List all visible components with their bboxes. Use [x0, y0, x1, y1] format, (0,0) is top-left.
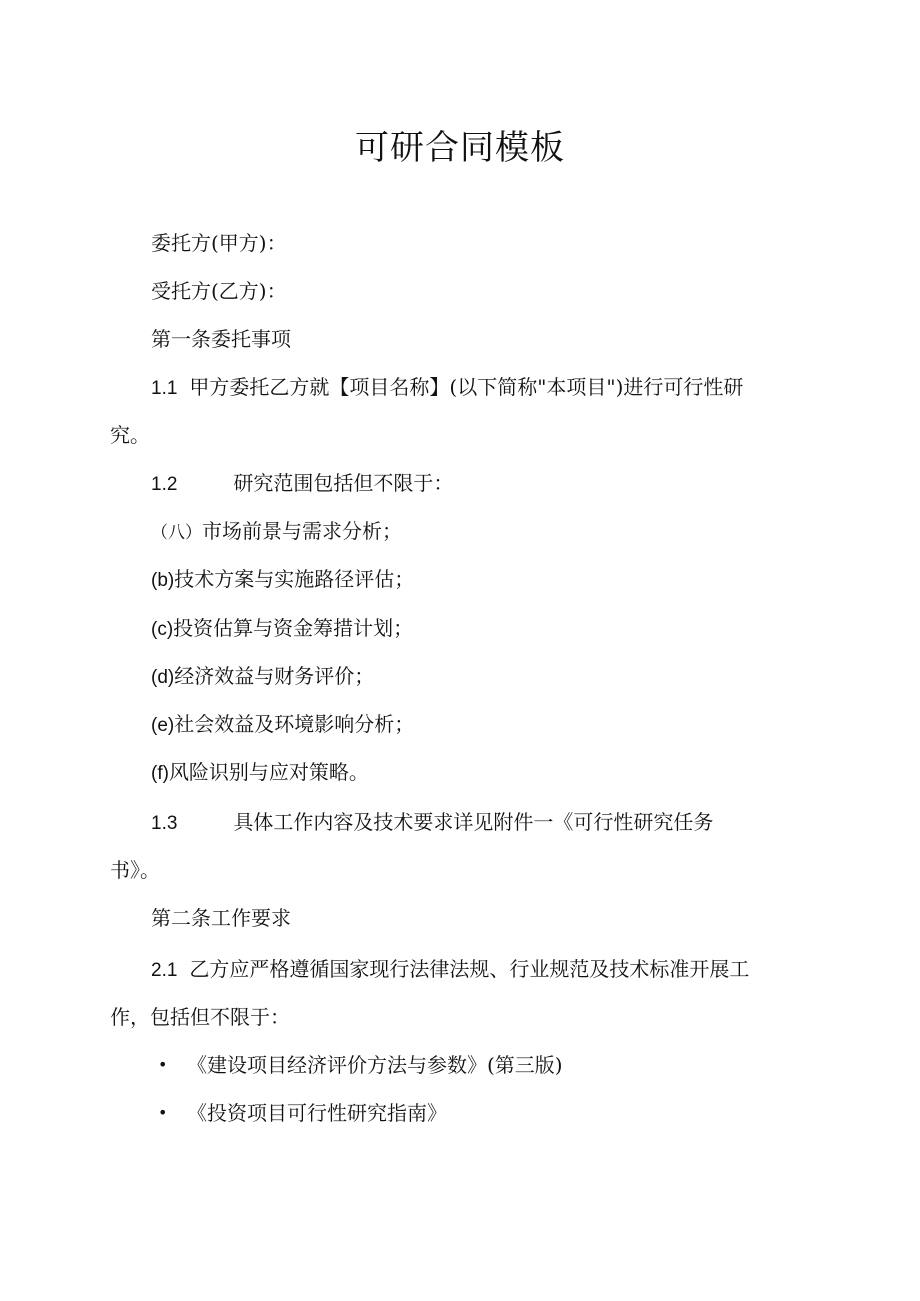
item-label: (f) [151, 763, 169, 784]
item-text: 技术方案与实施路径评估； [174, 567, 415, 591]
item-label: (d) [151, 667, 175, 688]
clause-text: 乙方应严格遵循国家现行法律法规、行业规范及技术标准开展工 [189, 957, 750, 981]
list-item [151, 710, 414, 740]
list-item [151, 614, 413, 644]
item-text: 社会效益及环境影响分析； [174, 712, 415, 736]
list-item [151, 662, 374, 692]
clause-1-1-continuation: 究。 [110, 423, 150, 447]
clause-number: 1.2 [151, 474, 178, 495]
clause-text: 具体工作内容及技术要求详见附件一《可行性研究任务 [233, 810, 714, 834]
list-item [151, 565, 414, 595]
party-a-label: 委托方(甲方)： [151, 231, 287, 255]
clause-number: 1.1 [151, 378, 178, 399]
item-text: 投资估算与资金筹措计划； [173, 616, 414, 640]
clause-2-1 [151, 955, 749, 985]
item-label: (e) [151, 715, 175, 736]
item-text: 市场前景与需求分析； [202, 519, 402, 543]
clause-number: 2.1 [151, 960, 178, 981]
document-title: 可研合同模板 [355, 128, 565, 168]
list-item: 《建设项目经济评价方法与参数》(第三版) [187, 1053, 563, 1077]
clause-2-1-continuation: 作，包括但不限于： [110, 1005, 290, 1029]
party-b-label: 受托方(乙方)： [151, 279, 287, 303]
item-text: 风险识别与应对策略。 [168, 760, 369, 784]
item-label: (c) [151, 619, 174, 640]
item-text: 经济效益与财务评价； [174, 664, 375, 688]
bullet-dot-icon: • [158, 1055, 168, 1074]
clause-text: 甲方委托乙方就【项目名称】(以下简称"本项目")进行可行性研 [189, 375, 744, 399]
list-item [151, 758, 369, 788]
item-label: (b) [151, 570, 175, 591]
clause-text: 研究范围包括但不限于： [233, 471, 454, 495]
clause-1-1 [151, 373, 743, 403]
clause-1-2 [151, 469, 453, 499]
bullet-dot-icon: • [158, 1103, 168, 1122]
list-item [151, 517, 402, 547]
clause-1-3 [151, 808, 713, 838]
clause-1-3-continuation: 书》。 [110, 858, 160, 882]
article-1-heading: 第一条委托事项 [151, 327, 291, 351]
item-label: （八） [151, 523, 202, 543]
article-2-heading: 第二条工作要求 [151, 906, 291, 930]
list-item: 《投资项目可行性研究指南》 [187, 1101, 447, 1125]
clause-number: 1.3 [151, 813, 178, 834]
